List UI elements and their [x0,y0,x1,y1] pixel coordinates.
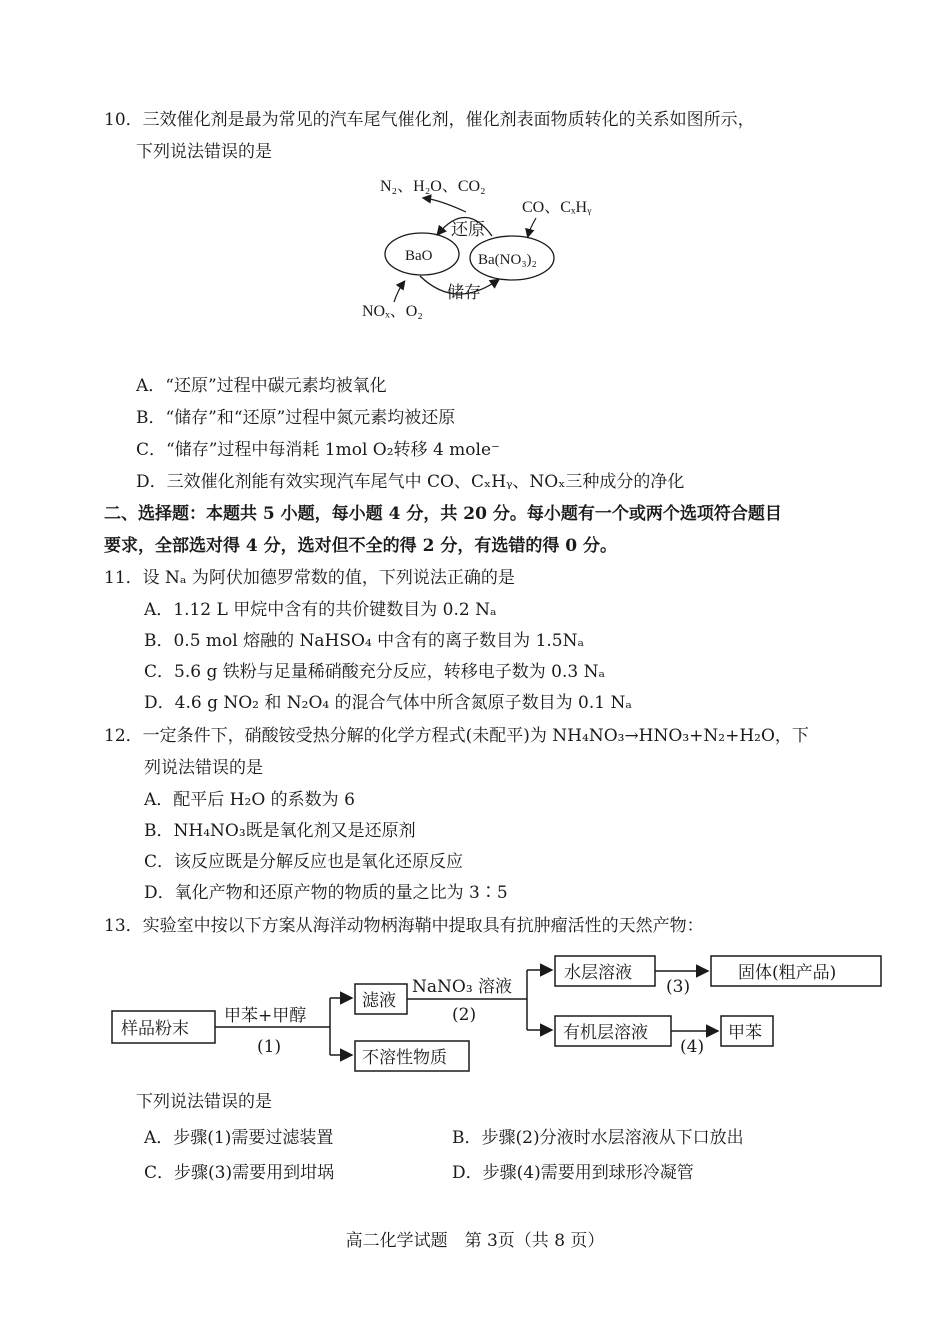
store-label: 储存 [447,283,481,303]
q10-option-c: C．“储存”过程中每消耗 1mol O₂转移 4 mole⁻ [136,440,501,460]
diagram-reactants-bottom: NOₓ、O₂ [362,303,423,320]
q11-option-c: C．5.6 g 铁粉与足量稀硝酸充分反应，转移电子数为 0.3 Nₐ [144,662,606,682]
q12-stem-line2: 列说法错误的是 [144,758,263,778]
q11-option-a: A．1.12 L 甲烷中含有的共价键数目为 0.2 Nₐ [144,600,497,620]
q11-option-b: B．0.5 mol 熔融的 NaHSO₄ 中含有的离子数目为 1.5Nₐ [144,631,585,651]
q13-option-d: D．步骤(4)需要用到球形冷凝管 [452,1163,694,1183]
reduce-label: 还原 [451,220,485,240]
q12-option-d: D．氧化产物和还原产物的物质的量之比为 3∶5 [144,883,508,903]
step2-label: (2) [452,1005,477,1025]
insoluble-label: 不溶性物质 [362,1048,447,1068]
section2-line1: 二、选择题：本题共 5 小题，每小题 4 分，共 20 分。每小题有一个或两个选项符合题目 [104,504,782,524]
q13-option-b: B．步骤(2)分液时水层溶液从下口放出 [452,1128,744,1148]
diagram-products: N₂、H₂O、CO₂ [380,178,486,195]
q13-option-a: A．步骤(1)需要过滤装置 [144,1128,334,1148]
q12-option-c: C．该反应既是分解反应也是氧化还原反应 [144,852,464,872]
step3-label: (3) [666,977,691,997]
q11-option-d: D．4.6 g NO₂ 和 N₂O₄ 的混合气体中所含氮原子数目为 0.1 Nₐ [144,693,632,713]
toluene-label: 甲苯 [728,1023,762,1043]
q13-option-c: C．步骤(3)需要用到坩埚 [144,1163,335,1183]
q10-stem-line2: 下列说法错误的是 [136,142,272,162]
sample-label: 样品粉末 [121,1019,189,1039]
q13-stem: 13．实验室中按以下方案从海洋动物柄海鞘中提取具有抗肿瘤活性的天然产物： [104,916,704,936]
aqueous-label: 水层溶液 [564,963,632,983]
q10-option-a: A．“还原”过程中碳元素均被氧化 [136,376,387,396]
q10-option-d: D．三效催化剂能有效实现汽车尾气中 CO、CₓHᵧ、NOₓ三种成分的净化 [136,472,685,492]
page-footer: 高二化学试题 第 3页（共 8 页） [345,1231,605,1251]
q11-stem: 11．设 Nₐ 为阿伏加德罗常数的值，下列说法正确的是 [104,568,515,588]
section2-line2: 要求，全部选对得 4 分，选对但不全的得 2 分，有选错的得 0 分。 [104,536,617,556]
reagent1-label: 甲苯+甲醇 [224,1006,307,1026]
diagram-reactants-top: CO、CₓHᵧ [522,199,592,216]
filtrate-label: 滤液 [362,991,396,1011]
step4-label: (4) [680,1037,705,1057]
bao-label: BaO [405,248,433,264]
reagent2-label: NaNO₃ 溶液 [412,977,513,997]
q12-option-b: B．NH₄NO₃既是氧化剂又是还原剂 [144,821,416,841]
step1-label: (1) [257,1037,282,1057]
q12-option-a: A．配平后 H₂O 的系数为 6 [144,790,355,810]
q10-stem-line1: 10．三效催化剂是最为常见的汽车尾气催化剂，催化剂表面物质转化的关系如图所示， [104,110,755,130]
organic-label: 有机层溶液 [563,1023,648,1043]
solid-label: 固体(粗产品) [738,963,837,983]
bano3-label: Ba(NO₃)₂ [478,252,537,268]
q13-question: 下列说法错误的是 [136,1092,272,1112]
q12-stem-line1: 12．一定条件下，硝酸铵受热分解的化学方程式(未配平)为 NH₄NO₃→HNO₃+N₂+H₂O，下 [104,726,809,746]
q10-option-b: B．“储存”和“还原”过程中氮元素均被还原 [136,408,456,428]
